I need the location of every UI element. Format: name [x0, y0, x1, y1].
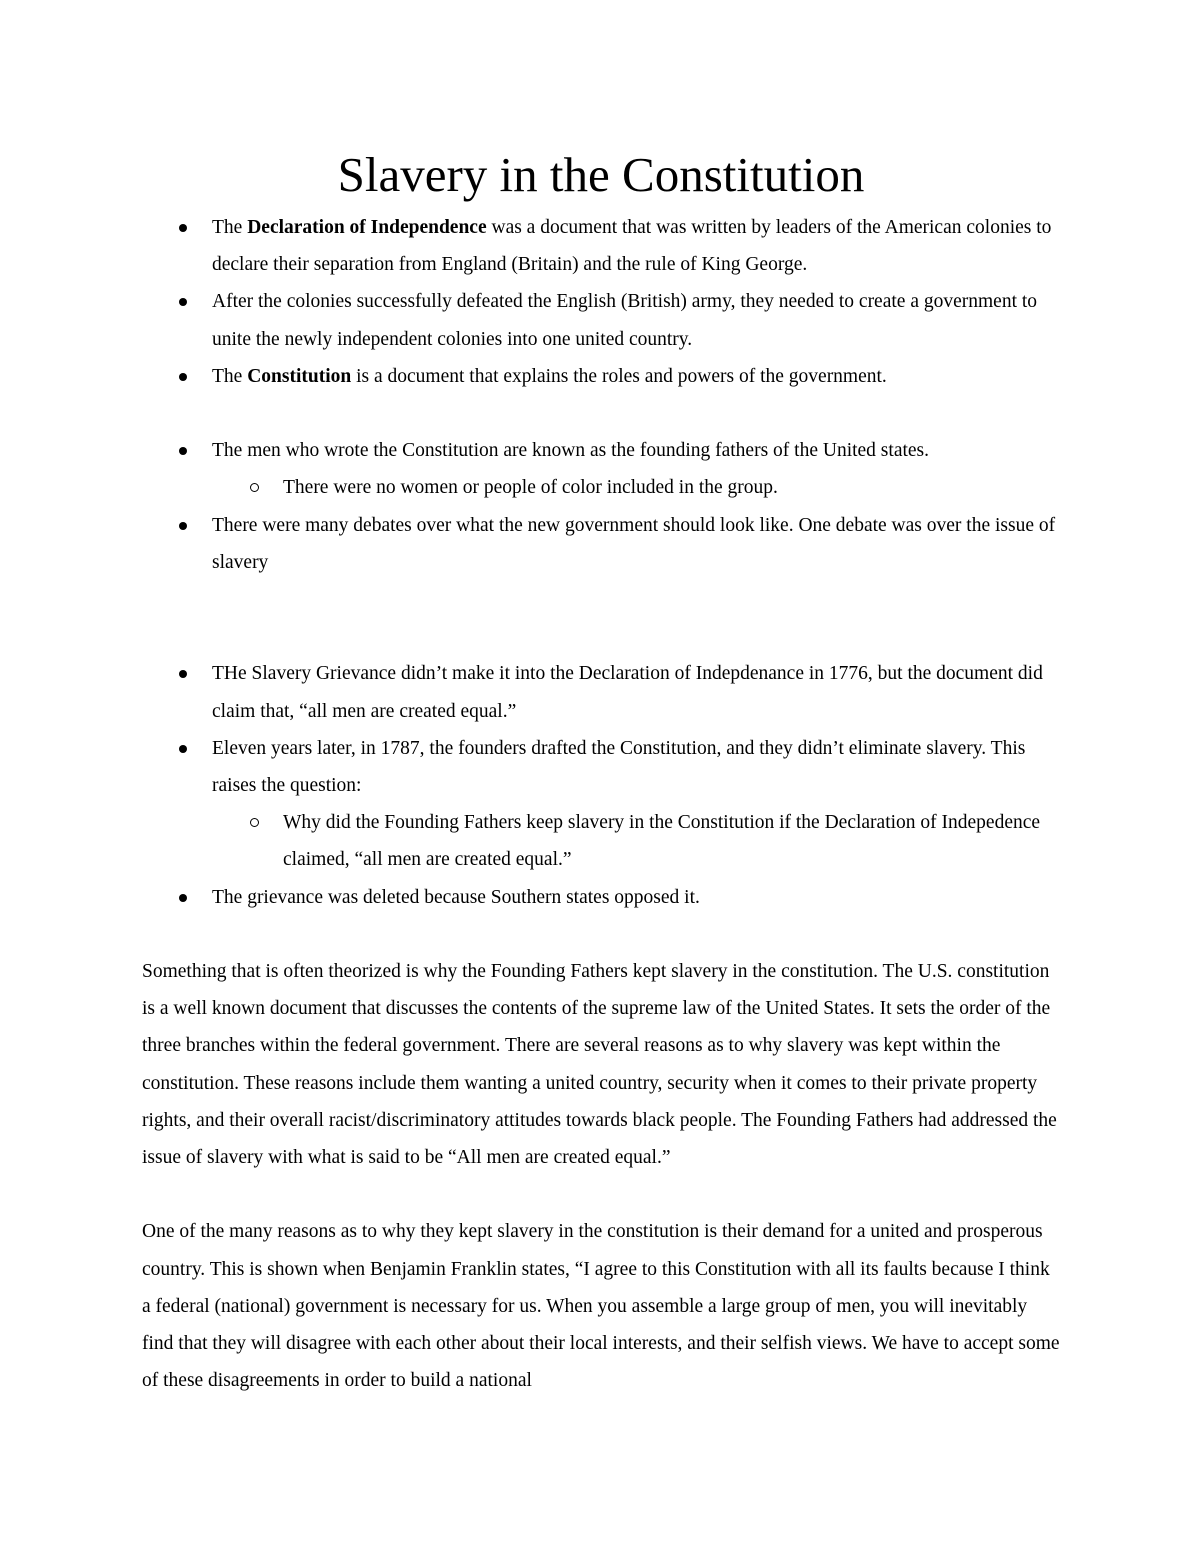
bullet-list: [142, 209, 1060, 916]
document-body: [142, 209, 1060, 1399]
document-title: Slavery in the Constitution: [337, 147, 865, 202]
bullet-item: After the colonies successfully defeated the English (British) army, they needed to create a government to unite the newly independent colonies into one united country.: [142, 283, 1060, 357]
bullet-item: THe Slavery Grievance didn’t make it into the Declaration of Indepdenance in 1776, but the document did claim that, “all men are created equal.”: [142, 655, 1060, 729]
bullet-item: There were many debates over what the new government should look like. One debate was over the issue of slavery: [142, 507, 1060, 581]
bullet-dot-icon: [179, 894, 187, 902]
sub-bullet-item: Why did the Founding Fathers keep slavery in the Constitution if the Declaration of Indepedence claimed, “all men are created equal.”: [212, 804, 1060, 878]
bullet-item: Eleven years later, in 1787, the founders drafted the Constitution, and they didn’t eliminate slavery. This raises the question: Why did the Founding Fathers keep slavery in the Constitution if the Declaration of Indepedence claimed, “all men are created equal.”: [142, 730, 1060, 879]
bullet-dot-icon: [179, 670, 187, 678]
bullet-item: The grievance was deleted because Southern states opposed it.: [142, 879, 1060, 916]
blank-line: [142, 618, 1060, 655]
blank-line: [142, 581, 1060, 618]
bullet-dot-icon: [179, 224, 187, 232]
bold-term: Declaration of Independence: [247, 217, 487, 238]
bullet-item: The Declaration of Independence was a document that was written by leaders of the American colonies to declare their separation from England (Britain) and the rule of King George.: [142, 209, 1060, 283]
bullet-dot-icon: [179, 373, 187, 381]
bullet-circle-icon: [250, 483, 259, 492]
bullet-dot-icon: [179, 745, 187, 753]
bullet-item: The Constitution is a document that explains the roles and powers of the government.: [142, 358, 1060, 395]
body-paragraph: One of the many reasons as to why they kept slavery in the constitution is their demand for a united and prosperous country. This is shown when Benjamin Franklin states, “I agree to this Constitution with all its faults because I think a federal (national) government is necessary for us. When you assemble a large group of men, you will inevitably find that they will disagree with each other about their local interests, and their selfish views. We have to accept some of these disagreements in order to build a national: [142, 1221, 1060, 1392]
bullet-dot-icon: [179, 298, 187, 306]
bullet-dot-icon: [179, 447, 187, 455]
sub-bullet-item: There were no women or people of color included in the group.: [212, 469, 1060, 506]
blank-line: [142, 1176, 1060, 1213]
bold-term: Constitution: [247, 365, 352, 387]
bullet-dot-icon: [179, 522, 187, 530]
sub-bullet-list: [212, 469, 1060, 506]
body-paragraph: Something that is often theorized is why the Founding Fathers kept slavery in the constitution. The U.S. constitution is a well known document that discusses the contents of the supreme law of the United States. It sets the order of the three branches within the federal government. There are several reasons as to why slavery was kept within the constitution. These reasons include them wanting a united country, security when it comes to their private property rights, and their overall racist/discriminatory attitudes towards black people. The Founding Fathers had addressed the issue of slavery with what is said to be “All men are created equal.”: [142, 961, 1057, 1169]
bullet-item: The men who wrote the Constitution are known as the founding fathers of the United states. There were no women or people of color included in the group.: [142, 432, 1060, 506]
blank-line: [142, 395, 1060, 432]
blank-line: [142, 916, 1060, 953]
sub-bullet-list: [212, 804, 1060, 878]
bullet-circle-icon: [250, 818, 259, 827]
